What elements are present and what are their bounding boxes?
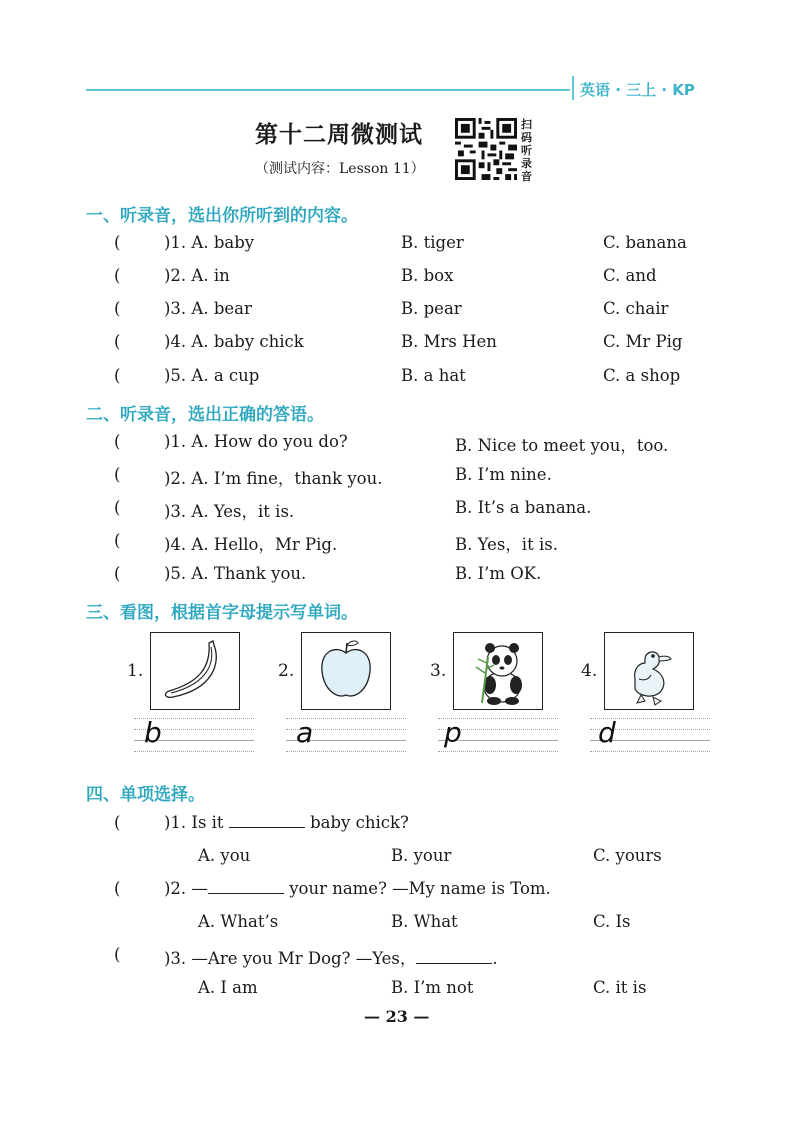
s4-q2-options: A. What’s B. What C. Is [198, 912, 631, 931]
picture-banana [150, 632, 240, 710]
s1-item-5: ( )5. A. a cup B. a hat C. a shop [114, 366, 681, 385]
panda-icon [454, 633, 542, 709]
answer-blank[interactable] [208, 879, 284, 894]
picture-panda [453, 632, 543, 710]
s1-item-1: ( )1. A. baby B. tiger C. banana [114, 233, 687, 252]
hint-letter-b: b [144, 716, 162, 749]
section-3-heading: 三、看图，根据首字母提示写单词。 [86, 603, 358, 623]
qr-caption: 扫 码 听 录 音 [521, 118, 532, 183]
hint-letter-p: p [444, 716, 462, 749]
header-rule [86, 89, 570, 91]
s4-question-2: ( )2. — your name? —My name is Tom. [114, 879, 551, 898]
s4-question-3: ( )3. —Are you Mr Dog? —Yes， . [114, 945, 498, 968]
header-tag: 英语 · 三上 · KP [580, 81, 695, 99]
s1-item-4: ( )4. A. baby chick B. Mrs Hen C. Mr Pig [114, 332, 683, 351]
page-title: 第十二周微测试 [255, 122, 423, 148]
s2-item-5: ( )5. A. Thank you. B. I’m OK. [114, 564, 542, 583]
picture-number-1: 1. [127, 661, 144, 681]
s4-question-1: ( )1. Is it baby chick? [114, 813, 409, 832]
s2-item-3: ( )3. A. Yes，it is. B. It’s a banana. [114, 498, 592, 521]
section-1-heading: 一、听录音，选出你所听到的内容。 [86, 206, 358, 226]
page-subtitle: （测试内容：Lesson 11） [255, 161, 425, 177]
s2-item-2: ( )2. A. I’m fine，thank you. B. I’m nine. [114, 465, 552, 488]
picture-apple [301, 632, 391, 710]
hint-letter-d: d [598, 716, 616, 749]
s2-item-4: ( )4. A. Hello，Mr Pig. B. Yes，it is. [114, 531, 558, 554]
s4-q1-options: A. you B. your C. yours [198, 846, 662, 865]
s1-item-3: ( )3. A. bear B. pear C. chair [114, 299, 669, 318]
apple-icon [302, 633, 390, 709]
s4-q3-options: A. I am B. I’m not C. it is [198, 978, 647, 997]
picture-number-2: 2. [278, 661, 295, 681]
s1-item-2: ( )2. A. in B. box C. and [114, 266, 657, 285]
page-number: — 23 — [364, 1007, 430, 1026]
qr-code-icon[interactable] [455, 118, 517, 180]
picture-number-4: 4. [581, 661, 598, 681]
answer-blank[interactable] [416, 949, 492, 964]
write-line-2[interactable] [286, 718, 406, 752]
section-2-heading: 二、听录音，选出正确的答语。 [86, 405, 324, 425]
write-line-3[interactable] [438, 718, 558, 752]
hint-letter-a: a [296, 716, 314, 749]
write-line-4[interactable] [590, 718, 710, 752]
answer-blank[interactable] [229, 813, 305, 828]
duck-icon [605, 633, 693, 709]
write-line-1[interactable] [134, 718, 254, 752]
s2-item-1: ( )1. A. How do you do? B. Nice to meet you，too. [114, 432, 669, 455]
section-4-heading: 四、单项选择。 [86, 785, 205, 805]
header-divider [572, 76, 574, 100]
picture-number-3: 3. [430, 661, 447, 681]
picture-duck [604, 632, 694, 710]
banana-icon [151, 633, 239, 709]
